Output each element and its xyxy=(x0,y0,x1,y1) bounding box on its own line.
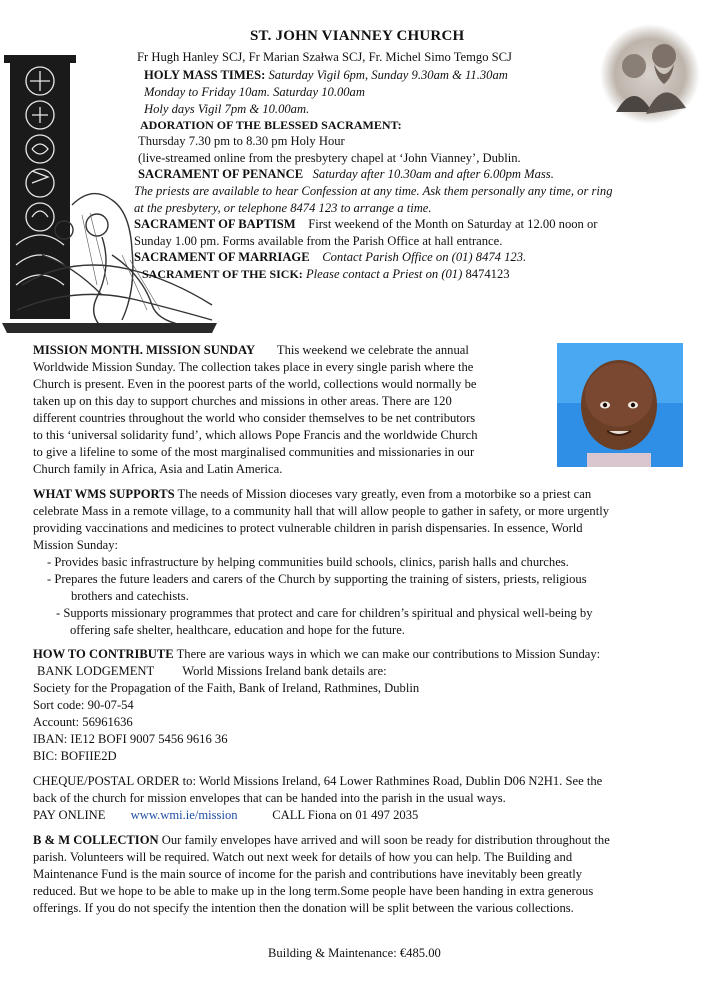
sort-code: Sort code: 90-07-54 xyxy=(33,698,134,712)
penance-line xyxy=(138,167,554,182)
baptism-label: SACRAMENT OF BAPTISM xyxy=(134,217,296,231)
priests-portrait xyxy=(598,22,702,126)
mass-times-2: Monday to Friday 10am. Saturday 10.00am xyxy=(144,85,365,99)
wms-intro: The needs of Mission dioceses vary greatly, even from a motorbike so a priest can xyxy=(177,487,592,501)
adoration-label: ADORATION OF THE BLESSED SACRAMENT: xyxy=(140,118,402,132)
bm-line-5: offerings. If you do not specify the intention then the donation will be split between the various collections. xyxy=(33,901,574,915)
building-maintenance-total: Building & Maintenance: €485.00 xyxy=(268,946,441,960)
mission-intro: This weekend we celebrate the annual xyxy=(276,343,469,357)
wms-bullet-3: - Supports missionary programmes that protect and care for children’s spiritual and physical well-being by xyxy=(56,606,593,620)
bm-heading: B & M COLLECTION xyxy=(33,833,159,847)
mission-line-8: Church family in Africa, Asia and Latin America. xyxy=(33,462,283,476)
bm-line-3: Maintenance Fund is the main source of income for the parish and contributions have inevitably been greatly xyxy=(33,867,583,881)
iban: IBAN: IE12 BOFI 9007 5456 9616 36 xyxy=(33,732,228,746)
marriage-text: Contact Parish Office on (01) 8474 123. xyxy=(322,250,527,264)
child-photo xyxy=(557,343,683,467)
cheque-line-2: back of the church for mission envelopes that can be handed into the parish in the usual ways. xyxy=(33,791,506,805)
wms-line-3: providing vaccinations and medicines to protect vulnerable children in parish dispensaries. In essence, World xyxy=(33,521,583,535)
sick-number: 8474123 xyxy=(465,267,510,281)
bic: BIC: BOFIIE2D xyxy=(33,749,117,763)
wms-bullet-3-cont: offering safe shelter, healthcare, education and hope for the future. xyxy=(70,623,405,637)
bank-label: BANK LODGEMENT xyxy=(37,664,155,678)
baptism-text: First weekend of the Month on Saturday at 12.00 noon or xyxy=(308,217,598,231)
bank-text: World Missions Ireland bank details are: xyxy=(182,664,387,678)
cheque-line-1: CHEQUE/POSTAL ORDER to: World Missions Ireland, 64 Lower Rathmines Road, Dublin D06 N2H1. See the xyxy=(33,774,603,788)
wms-line-4: Mission Sunday: xyxy=(33,538,119,552)
baptism-text-2: Sunday 1.00 pm. Forms available from the Parish Office at hall entrance. xyxy=(134,234,503,248)
bank-line xyxy=(37,663,387,680)
pay-online-label: PAY ONLINE xyxy=(33,808,106,822)
mission-line-6: to this ‘universal solidarity fund’, which allows Pope Francis and the worldwide Church xyxy=(33,428,478,442)
mission-line-2: Worldwide Mission Sunday. The collection takes place in every single parish where the xyxy=(33,360,474,374)
sick-label: SACRAMENT OF THE SICK: xyxy=(142,267,303,281)
mission-line-1 xyxy=(33,342,469,359)
wms-line-2: celebrate Mass in a remote village, to a community hall that will allow people to gather in safety, or more urgently xyxy=(33,504,609,518)
baptism-line xyxy=(134,217,598,232)
bm-line-1 xyxy=(33,832,610,849)
wms-heading: WHAT WMS SUPPORTS xyxy=(33,487,175,501)
pay-online-line xyxy=(33,807,418,824)
penance-label: SACRAMENT OF PENANCE xyxy=(138,167,304,181)
marriage-line xyxy=(134,250,526,265)
mass-times-label: HOLY MASS TIMES: xyxy=(144,68,266,82)
mission-line-4: taken up on this day to support churches and missions in other areas. There are 120 xyxy=(33,394,452,408)
mass-times-1: Saturday Vigil 6pm, Sunday 9.30am & 11.30am xyxy=(268,68,508,82)
penance-note-1: The priests are available to hear Confession at any time. Ask them personally any time, or ring xyxy=(134,184,613,198)
mission-line-7: to give a lifeline to some of the most marginalised communities and missionaries in our xyxy=(33,445,475,459)
contribute-intro: There are various ways in which we can make our contributions to Mission Sunday: xyxy=(176,647,601,661)
society-line: Society for the Propagation of the Faith, Bank of Ireland, Rathmines, Dublin xyxy=(33,681,420,695)
bm-intro: Our family envelopes have arrived and will soon be ready for distribution throughout the xyxy=(161,833,610,847)
marriage-label: SACRAMENT OF MARRIAGE xyxy=(134,250,310,264)
priests-list: Fr Hugh Hanley SCJ, Fr Marian Szałwa SCJ, Fr. Michel Simo Temgo SCJ xyxy=(137,50,512,64)
bm-line-4: reduced. But we hope to be able to make up in the long term.Some people have been handing in extra generous xyxy=(33,884,594,898)
sick-line xyxy=(142,267,510,282)
church-name: ST. JOHN VIANNEY CHURCH xyxy=(250,28,465,44)
penance-times: Saturday after 10.30am and after 6.00pm Mass. xyxy=(312,167,554,181)
adoration-livestream: (live-streamed online from the presbytery chapel at ‘John Vianney’, Dublin. xyxy=(138,151,521,165)
penance-note-2: at the presbytery, or telephone 8474 123 to arrange a time. xyxy=(134,201,432,215)
contribute-heading: HOW TO CONTRIBUTE xyxy=(33,647,174,661)
mass-times-line-1 xyxy=(144,68,508,83)
wmi-mission-link[interactable]: www.wmi.ie/mission xyxy=(130,808,238,822)
wms-line-1 xyxy=(33,486,591,503)
mass-times-3: Holy days Vigil 7pm & 10.00am. xyxy=(144,102,310,116)
mission-line-5: different countries throughout the world who consider themselves to be net contributors xyxy=(33,411,476,425)
wms-bullet-1: - Provides basic infrastructure by helping communities build schools, clinics, parish halls and churches. xyxy=(47,555,569,569)
sick-text: Please contact a Priest on (01) xyxy=(305,267,463,281)
adoration-time: Thursday 7.30 pm to 8.30 pm Holy Hour xyxy=(138,134,345,148)
call-fiona: CALL Fiona on 01 497 2035 xyxy=(272,808,419,822)
mission-line-3: Church is present. Even in the poorest parts of the world, collections would normally be xyxy=(33,377,477,391)
wms-bullet-2-cont: brothers and catechists. xyxy=(71,589,189,603)
contribute-line-1 xyxy=(33,646,600,663)
mission-heading: MISSION MONTH. MISSION SUNDAY xyxy=(33,343,256,357)
bm-line-2: parish. Volunteers will be required. Watch out next week for details of how you can help. The Building and xyxy=(33,850,573,864)
wms-bullet-2: - Prepares the future leaders and carers of the Church by supporting the training of sisters, priests, religious xyxy=(47,572,587,586)
account-number: Account: 56961636 xyxy=(33,715,133,729)
